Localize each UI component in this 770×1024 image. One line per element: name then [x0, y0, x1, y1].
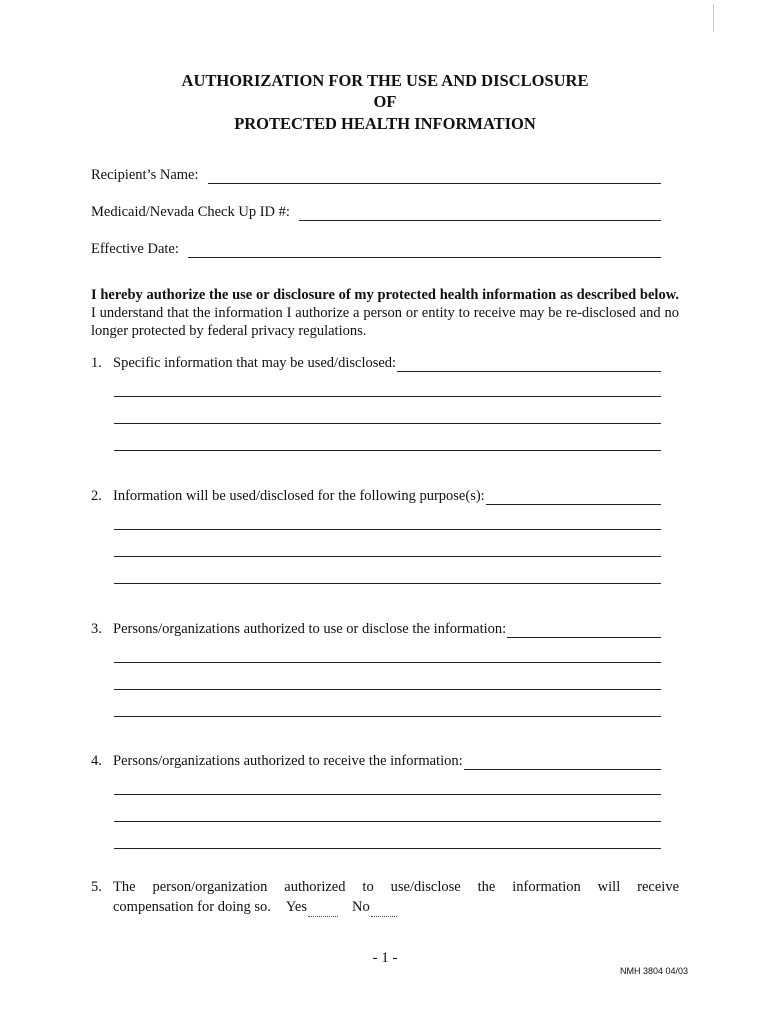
answer-line[interactable]: [114, 689, 661, 690]
form-title-line-1: AUTHORIZATION FOR THE USE AND DISCLOSURE: [181, 71, 589, 90]
recipient-name-input[interactable]: [208, 168, 661, 184]
item-number: 2.: [91, 488, 102, 504]
no-answer-blank[interactable]: [371, 902, 397, 917]
medicaid-id-input[interactable]: [299, 205, 661, 221]
page-number: - 1 -: [372, 950, 398, 966]
item-question: Specific information that may be used/disclosed:: [113, 355, 397, 371]
item-question: Information will be used/disclosed for the following purpose(s):: [113, 488, 485, 504]
answer-line[interactable]: [114, 450, 661, 451]
yes-label: Yes: [285, 899, 307, 915]
answer-line[interactable]: [114, 662, 661, 663]
recipient-name-field: [91, 166, 661, 184]
form-title-line-3: PROTECTED HEALTH INFORMATION: [234, 114, 536, 133]
authorization-statement-text: I understand that the information I authorize a person or entity to receive may be re-disclosed and no longer protected by federal privacy regulations.: [91, 305, 679, 339]
item-authorized-disclosers: [91, 620, 661, 638]
answer-line[interactable]: [507, 622, 661, 638]
item-authorized-recipients: [91, 752, 661, 770]
answer-line[interactable]: [114, 583, 661, 584]
yes-answer-blank[interactable]: [308, 902, 338, 917]
item-question: Persons/organizations authorized to use or disclose the information:: [113, 621, 507, 637]
form-title-line-2: OF: [373, 92, 397, 111]
item-number: 1.: [91, 355, 102, 371]
medicaid-id-field: [91, 203, 661, 221]
effective-date-field: [91, 240, 661, 258]
answer-line[interactable]: [114, 821, 661, 822]
answer-line[interactable]: [397, 356, 661, 372]
answer-line[interactable]: [114, 396, 661, 397]
medicaid-id-label: Medicaid/Nevada Check Up ID #:: [91, 204, 290, 220]
form-code: NMH 3804 04/03: [620, 966, 689, 976]
recipient-name-label: Recipient’s Name:: [91, 167, 199, 183]
effective-date-input[interactable]: [188, 242, 661, 258]
answer-line[interactable]: [114, 423, 661, 424]
effective-date-label: Effective Date:: [91, 241, 179, 257]
answer-line[interactable]: [114, 529, 661, 530]
answer-line[interactable]: [114, 848, 661, 849]
item-number: 4.: [91, 753, 102, 769]
item-number: 5.: [91, 879, 102, 895]
answer-line[interactable]: [464, 754, 661, 770]
item-purpose: [91, 487, 661, 505]
answer-line[interactable]: [486, 489, 661, 505]
page-edge-mark: [713, 4, 714, 32]
authorization-statement-bold: I hereby authorize the use or disclosure of my protected health information as described below.: [91, 287, 679, 303]
item-question-continued: compensation for doing so.: [113, 899, 271, 915]
item-compensation: [91, 877, 679, 917]
item-number: 3.: [91, 621, 102, 637]
authorization-statement: [91, 286, 679, 340]
item-specific-information: [91, 354, 661, 372]
answer-line[interactable]: [114, 716, 661, 717]
item-question: Persons/organizations authorized to receive the information:: [113, 753, 463, 769]
item-question: The person/organization authorized to use/disclose the information will receive: [113, 879, 679, 895]
no-label: No: [351, 899, 370, 915]
answer-line[interactable]: [114, 556, 661, 557]
answer-line[interactable]: [114, 794, 661, 795]
